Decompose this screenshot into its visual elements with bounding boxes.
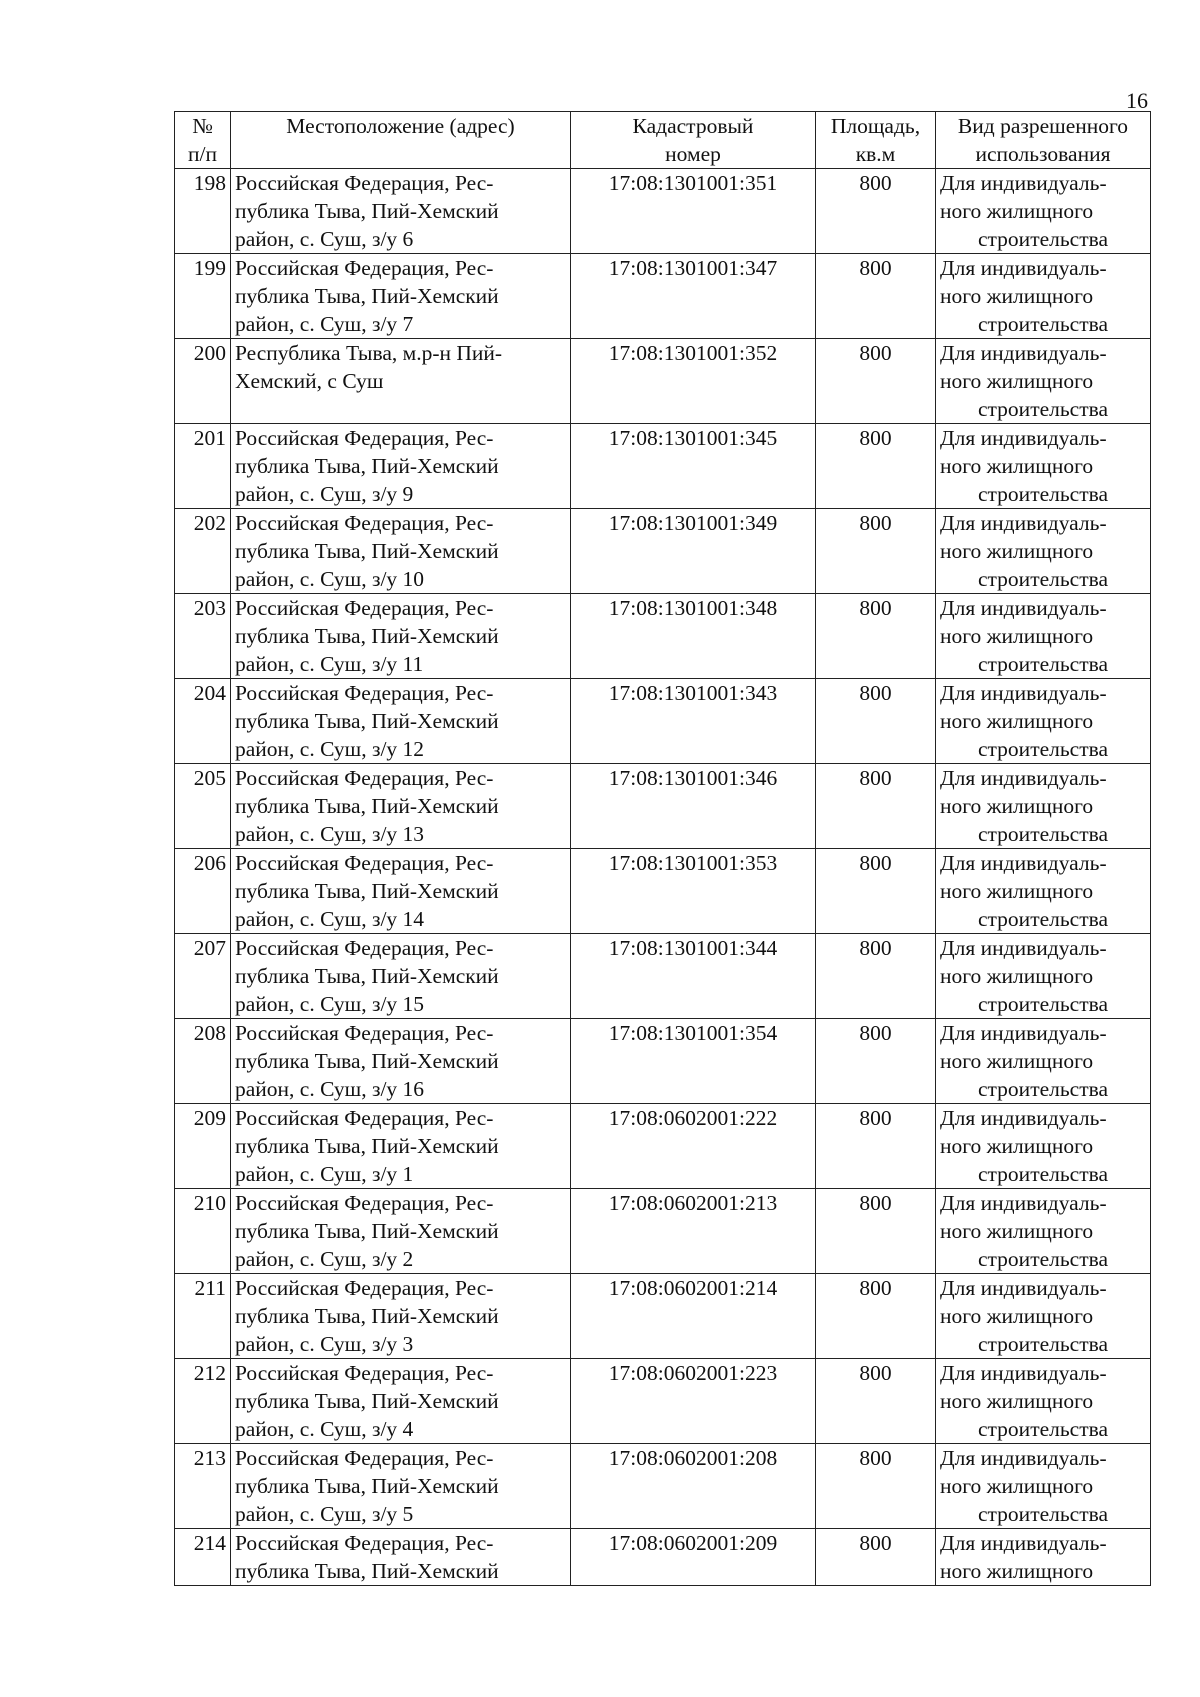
table-row [175, 1189, 1151, 1274]
use-line: Для индивидуаль- [940, 851, 1107, 875]
use-line: строительства [977, 1077, 1109, 1101]
row-cadastral-number: 17:08:1301001:348 [571, 594, 816, 679]
header-use-line2: использования [975, 142, 1111, 166]
address-line: район, с. Суш, з/у 11 [235, 652, 424, 676]
use-line: ного жилищного [940, 624, 1094, 648]
use-line: строительства [977, 312, 1109, 336]
row-number: 205 [175, 764, 231, 849]
header-address-text: Местоположение (адрес) [286, 114, 515, 138]
row-area: 800 [816, 1104, 936, 1189]
row-cadastral-number: 17:08:1301001:351 [571, 169, 816, 254]
address-line: Российская Федерация, Рес- [235, 936, 494, 960]
table-row [175, 764, 1151, 849]
use-line: строительства [977, 397, 1109, 421]
row-permitted-use [936, 594, 1151, 679]
use-line: строительства [977, 567, 1109, 591]
use-line: ного жилищного [940, 1559, 1094, 1583]
row-cadastral-number: 17:08:1301001:343 [571, 679, 816, 764]
use-line: строительства [977, 652, 1109, 676]
row-number: 202 [175, 509, 231, 594]
table-row [175, 169, 1151, 254]
row-permitted-use [936, 1274, 1151, 1359]
row-number: 210 [175, 1189, 231, 1274]
use-line: ного жилищного [940, 1389, 1094, 1413]
row-address [231, 254, 571, 339]
row-cadastral-number: 17:08:1301001:349 [571, 509, 816, 594]
row-permitted-use [936, 849, 1151, 934]
row-address [231, 594, 571, 679]
use-line: Для индивидуаль- [940, 1021, 1107, 1045]
address-line: район, с. Суш, з/у 9 [235, 482, 414, 506]
address-line: публика Тыва, Пий-Хемский [235, 1219, 499, 1243]
use-line: Для индивидуаль- [940, 596, 1107, 620]
use-line: строительства [977, 227, 1109, 251]
use-line: Для индивидуаль- [940, 1446, 1107, 1470]
use-line: Для индивидуаль- [940, 1276, 1107, 1300]
address-line: Российская Федерация, Рес- [235, 426, 494, 450]
address-line: Российская Федерация, Рес- [235, 1361, 494, 1385]
address-line: район, с. Суш, з/у 1 [235, 1162, 414, 1186]
row-area: 800 [816, 1274, 936, 1359]
use-line: ного жилищного [940, 539, 1094, 563]
address-line: Российская Федерация, Рес- [235, 851, 494, 875]
row-number: 198 [175, 169, 231, 254]
row-area: 800 [816, 764, 936, 849]
address-line: Российская Федерация, Рес- [235, 1191, 494, 1215]
header-number [175, 112, 231, 169]
row-address [231, 934, 571, 1019]
row-area: 800 [816, 254, 936, 339]
table-row [175, 339, 1151, 424]
header-cadastral-line1: Кадастровый [632, 114, 754, 138]
use-line: Для индивидуаль- [940, 1361, 1107, 1385]
row-permitted-use [936, 1359, 1151, 1444]
row-area: 800 [816, 339, 936, 424]
table-row [175, 849, 1151, 934]
address-line: Республика Тыва, м.р-н Пий- [235, 341, 503, 365]
address-line: район, с. Суш, з/у 4 [235, 1417, 414, 1441]
row-number: 199 [175, 254, 231, 339]
row-address [231, 424, 571, 509]
row-number: 200 [175, 339, 231, 424]
row-permitted-use [936, 1189, 1151, 1274]
row-area: 800 [816, 1189, 936, 1274]
address-line: публика Тыва, Пий-Хемский [235, 1389, 499, 1413]
address-line: Российская Федерация, Рес- [235, 681, 494, 705]
row-area: 800 [816, 594, 936, 679]
table-row [175, 1104, 1151, 1189]
address-line: публика Тыва, Пий-Хемский [235, 199, 499, 223]
row-address [231, 849, 571, 934]
address-line: Российская Федерация, Рес- [235, 1531, 494, 1555]
use-line: Для индивидуаль- [940, 1191, 1107, 1215]
use-line: строительства [977, 822, 1109, 846]
row-number: 203 [175, 594, 231, 679]
use-line: Для индивидуаль- [940, 766, 1107, 790]
row-permitted-use [936, 934, 1151, 1019]
address-line: район, с. Суш, з/у 3 [235, 1332, 414, 1356]
use-line: ного жилищного [940, 1219, 1094, 1243]
address-line: публика Тыва, Пий-Хемский [235, 1134, 499, 1158]
row-cadastral-number: 17:08:0602001:213 [571, 1189, 816, 1274]
address-line: публика Тыва, Пий-Хемский [235, 1474, 499, 1498]
use-line: ного жилищного [940, 199, 1094, 223]
address-line: район, с. Суш, з/у 14 [235, 907, 425, 931]
use-line: ного жилищного [940, 1134, 1094, 1158]
address-line: Российская Федерация, Рес- [235, 596, 494, 620]
row-number: 206 [175, 849, 231, 934]
row-number: 201 [175, 424, 231, 509]
table-row [175, 1019, 1151, 1104]
address-line: Российская Федерация, Рес- [235, 1446, 494, 1470]
row-address [231, 679, 571, 764]
row-cadastral-number: 17:08:0602001:214 [571, 1274, 816, 1359]
use-line: Для индивидуаль- [940, 1106, 1107, 1130]
row-address [231, 1359, 571, 1444]
table-row [175, 1529, 1151, 1586]
row-cadastral-number: 17:08:1301001:354 [571, 1019, 816, 1104]
row-area: 800 [816, 1359, 936, 1444]
row-cadastral-number: 17:08:1301001:345 [571, 424, 816, 509]
address-line: публика Тыва, Пий-Хемский [235, 1304, 499, 1328]
header-area-line1: Площадь, [830, 114, 921, 138]
land-plots-table [174, 111, 1151, 1586]
row-cadastral-number: 17:08:1301001:344 [571, 934, 816, 1019]
row-cadastral-number: 17:08:0602001:208 [571, 1444, 816, 1529]
address-line: публика Тыва, Пий-Хемский [235, 284, 499, 308]
use-line: ного жилищного [940, 794, 1094, 818]
header-cadastral [571, 112, 816, 169]
address-line: Российская Федерация, Рес- [235, 1106, 494, 1130]
row-permitted-use [936, 1529, 1151, 1586]
header-cadastral-line2: номер [665, 142, 721, 166]
address-line: район, с. Суш, з/у 10 [235, 567, 425, 591]
row-permitted-use [936, 254, 1151, 339]
use-line: ного жилищного [940, 284, 1094, 308]
table-row [175, 1274, 1151, 1359]
address-line: район, с. Суш, з/у 12 [235, 737, 425, 761]
row-area: 800 [816, 169, 936, 254]
row-number: 211 [175, 1274, 231, 1359]
address-line: Российская Федерация, Рес- [235, 256, 494, 280]
row-address [231, 509, 571, 594]
table-header-row [175, 112, 1151, 169]
row-number: 207 [175, 934, 231, 1019]
use-line: Для индивидуаль- [940, 426, 1107, 450]
row-number: 204 [175, 679, 231, 764]
row-permitted-use [936, 169, 1151, 254]
table-row [175, 1444, 1151, 1529]
row-address [231, 339, 571, 424]
row-area: 800 [816, 509, 936, 594]
row-permitted-use [936, 1104, 1151, 1189]
address-line: Хемский, с Суш [235, 369, 384, 393]
use-line: Для индивидуаль- [940, 511, 1107, 535]
row-area: 800 [816, 1019, 936, 1104]
use-line: Для индивидуаль- [940, 256, 1107, 280]
address-line: публика Тыва, Пий-Хемский [235, 964, 499, 988]
address-line: район, с. Суш, з/у 6 [235, 227, 414, 251]
address-line: Российская Федерация, Рес- [235, 1276, 494, 1300]
row-address [231, 1104, 571, 1189]
use-line: Для индивидуаль- [940, 681, 1107, 705]
use-line: Для индивидуаль- [940, 171, 1107, 195]
use-line: ного жилищного [940, 454, 1094, 478]
row-cadastral-number: 17:08:0602001:222 [571, 1104, 816, 1189]
address-line: район, с. Суш, з/у 5 [235, 1502, 414, 1526]
address-line: Российская Федерация, Рес- [235, 511, 494, 535]
row-number: 212 [175, 1359, 231, 1444]
table-row [175, 679, 1151, 764]
row-address [231, 1019, 571, 1104]
use-line: ного жилищного [940, 1474, 1094, 1498]
page-number: 16 [1126, 88, 1148, 113]
address-line: публика Тыва, Пий-Хемский [235, 1049, 499, 1073]
address-line: публика Тыва, Пий-Хемский [235, 454, 499, 478]
use-line: строительства [977, 1417, 1109, 1441]
address-line: Российская Федерация, Рес- [235, 766, 494, 790]
header-use [936, 112, 1151, 169]
address-line: Российская Федерация, Рес- [235, 1021, 494, 1045]
use-line: ного жилищного [940, 1304, 1094, 1328]
address-line: Российская Федерация, Рес- [235, 171, 494, 195]
header-area [816, 112, 936, 169]
use-line: строительства [977, 1502, 1109, 1526]
table-row [175, 594, 1151, 679]
row-area: 800 [816, 1529, 936, 1586]
header-number-line2: п/п [188, 142, 217, 166]
table-row [175, 934, 1151, 1019]
table-row [175, 424, 1151, 509]
use-line: Для индивидуаль- [940, 1531, 1107, 1555]
address-line: публика Тыва, Пий-Хемский [235, 624, 499, 648]
use-line: строительства [977, 1162, 1109, 1186]
use-line: ного жилищного [940, 879, 1094, 903]
use-line: ного жилищного [940, 709, 1094, 733]
row-address [231, 1274, 571, 1359]
row-permitted-use [936, 339, 1151, 424]
use-line: строительства [977, 992, 1109, 1016]
row-cadastral-number: 17:08:1301001:346 [571, 764, 816, 849]
row-area: 800 [816, 1444, 936, 1529]
row-number: 213 [175, 1444, 231, 1529]
header-address [231, 112, 571, 169]
row-permitted-use [936, 1019, 1151, 1104]
row-permitted-use [936, 509, 1151, 594]
use-line: строительства [977, 482, 1109, 506]
row-number: 209 [175, 1104, 231, 1189]
row-cadastral-number: 17:08:0602001:209 [571, 1529, 816, 1586]
row-cadastral-number: 17:08:0602001:223 [571, 1359, 816, 1444]
row-area: 800 [816, 424, 936, 509]
use-line: строительства [977, 907, 1109, 931]
row-permitted-use [936, 1444, 1151, 1529]
header-number-line1: № [192, 114, 213, 138]
address-line: публика Тыва, Пий-Хемский [235, 1559, 499, 1583]
row-area: 800 [816, 679, 936, 764]
table-row [175, 1359, 1151, 1444]
table-row [175, 509, 1151, 594]
use-line: строительства [977, 737, 1109, 761]
use-line: Для индивидуаль- [940, 936, 1107, 960]
use-line: ного жилищного [940, 964, 1094, 988]
address-line: публика Тыва, Пий-Хемский [235, 539, 499, 563]
row-permitted-use [936, 679, 1151, 764]
row-cadastral-number: 17:08:1301001:352 [571, 339, 816, 424]
address-line: район, с. Суш, з/у 13 [235, 822, 425, 846]
row-address [231, 169, 571, 254]
row-number: 208 [175, 1019, 231, 1104]
use-line: строительства [977, 1332, 1109, 1356]
row-address [231, 1444, 571, 1529]
address-line: район, с. Суш, з/у 16 [235, 1077, 425, 1101]
address-line: район, с. Суш, з/у 15 [235, 992, 425, 1016]
row-number: 214 [175, 1529, 231, 1586]
row-cadastral-number: 17:08:1301001:347 [571, 254, 816, 339]
address-line: публика Тыва, Пий-Хемский [235, 709, 499, 733]
row-address [231, 1189, 571, 1274]
row-cadastral-number: 17:08:1301001:353 [571, 849, 816, 934]
address-line: район, с. Суш, з/у 2 [235, 1247, 414, 1271]
use-line: ного жилищного [940, 1049, 1094, 1073]
row-area: 800 [816, 849, 936, 934]
use-line: строительства [977, 1247, 1109, 1271]
row-permitted-use [936, 424, 1151, 509]
row-area: 800 [816, 934, 936, 1019]
use-line: ного жилищного [940, 369, 1094, 393]
address-line: публика Тыва, Пий-Хемский [235, 794, 499, 818]
row-address [231, 1529, 571, 1586]
address-line: публика Тыва, Пий-Хемский [235, 879, 499, 903]
table-row [175, 254, 1151, 339]
row-permitted-use [936, 764, 1151, 849]
use-line: Для индивидуаль- [940, 341, 1107, 365]
address-line: район, с. Суш, з/у 7 [235, 312, 414, 336]
row-address [231, 764, 571, 849]
header-area-line2: кв.м [855, 142, 896, 166]
header-use-line1: Вид разрешенного [957, 114, 1129, 138]
